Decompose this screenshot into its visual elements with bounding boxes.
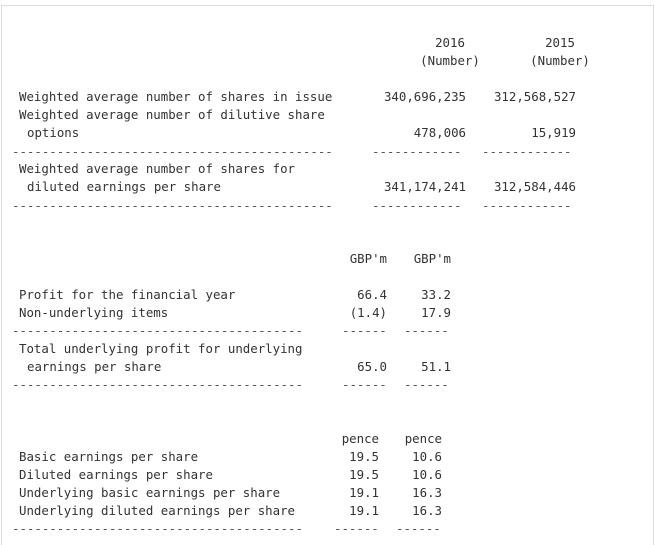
cell-value-2016: 19.1	[349, 503, 379, 518]
cell-value-2015: 16.3	[412, 485, 442, 500]
total-label-continued: diluted earnings per share	[27, 179, 221, 194]
row-label: Non-underlying items	[19, 305, 169, 320]
cell-value-2016: 19.1	[349, 485, 379, 500]
row-label: Underlying diluted earnings per share	[19, 503, 296, 518]
cell-value-2016: 478,006	[413, 125, 466, 140]
total-value-2015: 312,584,446	[493, 179, 576, 194]
unit-header-2016: pence	[341, 431, 379, 446]
header-unit-2015: (Number)	[530, 53, 590, 68]
cell-value-2015: 10.6	[412, 449, 442, 464]
dashed-rule: ------	[334, 521, 379, 536]
cell-value-2015: 33.2	[421, 287, 451, 302]
dashed-rule: ------	[396, 521, 441, 536]
dashed-rule: ------------	[372, 144, 462, 159]
dashed-rule: ------	[404, 323, 449, 338]
row-label: Basic earnings per share	[19, 449, 199, 464]
dashed-rule: ------	[404, 377, 449, 392]
dashed-rule: ---------------------------------------	[12, 377, 303, 392]
header-year-2016: 2016	[435, 35, 465, 50]
unit-header-2016: GBP'm	[349, 251, 387, 266]
dashed-rule: -------------------------------------------	[12, 198, 333, 213]
row-label: Weighted average number of shares in issue	[19, 89, 333, 104]
dashed-rule: ---------------------------------------	[12, 323, 303, 338]
cell-value-2016: 340,696,235	[383, 89, 466, 104]
unit-header-2015: GBP'm	[413, 251, 451, 266]
row-label: Underlying basic earnings per share	[19, 485, 281, 500]
total-value-2016: 65.0	[357, 359, 387, 374]
dashed-rule: ---------------------------------------	[12, 521, 303, 536]
row-label: Diluted earnings per share	[19, 467, 213, 482]
header-year-2015: 2015	[545, 35, 575, 50]
cell-value-2015: 312,568,527	[493, 89, 576, 104]
row-label-continued: options	[27, 125, 80, 140]
total-label-continued: earnings per share	[27, 359, 162, 374]
cell-value-2015: 15,919	[531, 125, 576, 140]
unit-header-2015: pence	[404, 431, 442, 446]
cell-value-2016: 19.5	[349, 467, 379, 482]
total-value-2015: 51.1	[421, 359, 451, 374]
dashed-rule: ------------	[482, 198, 572, 213]
cell-value-2016: 19.5	[349, 449, 379, 464]
total-label: Weighted average number of shares for	[19, 161, 296, 176]
row-label: Profit for the financial year	[19, 287, 236, 302]
cell-value-2016: 66.4	[357, 287, 387, 302]
cell-value-2015: 10.6	[412, 467, 442, 482]
dashed-rule: -------------------------------------------	[12, 144, 333, 159]
dashed-rule: ------------	[482, 144, 572, 159]
row-label: Weighted average number of dilutive share	[19, 107, 325, 122]
dashed-rule: ------	[342, 377, 387, 392]
header-unit-2016: (Number)	[420, 53, 480, 68]
dashed-rule: ------------	[372, 198, 462, 213]
dashed-rule: ------	[342, 323, 387, 338]
total-label: Total underlying profit for underlying	[19, 341, 303, 356]
cell-value-2015: 17.9	[421, 305, 451, 320]
total-value-2016: 341,174,241	[383, 179, 466, 194]
cell-value-2016: (1.4)	[349, 305, 387, 320]
cell-value-2015: 16.3	[412, 503, 442, 518]
